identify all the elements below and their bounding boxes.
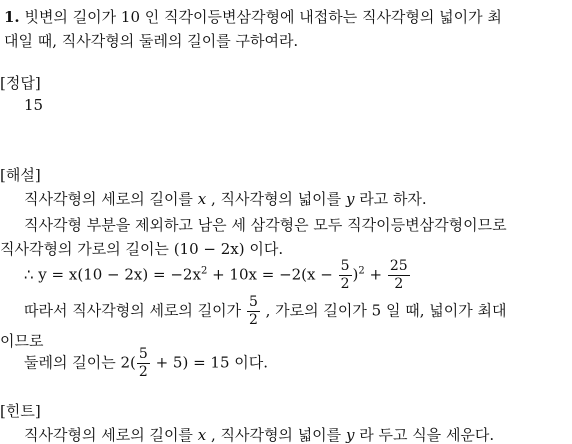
hint-text: 직사각형의 세로의 길이를 <box>24 426 198 444</box>
solution-line-5 <box>24 294 506 329</box>
fraction-numerator: 5 <box>340 258 350 274</box>
fraction <box>247 294 260 329</box>
exponent: 2 <box>200 265 208 277</box>
solution-text: 둘레의 길이는 2( <box>24 353 136 372</box>
solution-line-6: 이므로 <box>0 332 44 350</box>
hint-line <box>24 424 494 444</box>
solution-text: , 직사각형의 넓이를 <box>206 190 346 208</box>
answer-label: [정답] <box>0 74 41 92</box>
fraction-numerator: 5 <box>138 346 148 362</box>
math-var: x <box>197 426 207 444</box>
problem-number: 1. <box>4 8 20 26</box>
exponent: 2 <box>358 265 365 277</box>
fraction-numerator: 25 <box>389 258 408 274</box>
problem-text-1: 빗변의 길이가 10 인 직각이등변삼각형에 내접하는 직사각형의 넓이가 최 <box>24 8 502 26</box>
math-var: y <box>345 190 355 208</box>
problem-line-2: 대일 때, 직사각형의 둘레의 길이를 구하여라. <box>4 32 299 50</box>
hint-text: 라 두고 식을 세운다. <box>354 426 495 444</box>
solution-text: 라고 하자. <box>354 190 427 208</box>
fraction-denominator: 2 <box>340 276 350 292</box>
fraction-numerator: 5 <box>248 294 258 310</box>
math-var: y <box>345 426 355 444</box>
math-var: x <box>197 190 207 208</box>
solution-text: , 가로의 길이가 5 일 때, 넓이가 최대 <box>260 301 507 320</box>
solution-text: + 5) = 15 이다. <box>150 353 269 372</box>
solution-line-7 <box>24 346 268 381</box>
fraction-denominator: 2 <box>138 364 148 380</box>
hint-text: , 직사각형의 넓이를 <box>206 426 346 444</box>
hint-label: [힌트] <box>0 402 41 420</box>
fraction <box>388 258 410 293</box>
fraction-denominator: 2 <box>394 276 404 292</box>
fraction <box>339 258 352 293</box>
answer-value: 15 <box>24 96 44 114</box>
solution-line-2: 직사각형 부분을 제외하고 남은 세 삼각형은 모두 직각이등변삼각형이므로 <box>24 216 507 234</box>
solution-formula <box>24 258 411 293</box>
solution-text: 직사각형의 세로의 길이를 <box>24 190 198 208</box>
solution-line-1 <box>24 188 427 209</box>
solution-line-3: 직사각형의 가로의 길이는 (10 − 2x) 이다. <box>0 240 284 258</box>
problem-line-1 <box>4 6 502 27</box>
formula-part: + 10x = −2(x − <box>207 265 338 284</box>
formula-part: + <box>364 265 387 284</box>
fraction <box>137 346 150 381</box>
solution-text: 따라서 직사각형의 세로의 길이가 <box>24 301 246 320</box>
solution-label: [해설] <box>0 166 41 184</box>
formula-part: ∴ y = x(10 − 2x) = −2x <box>24 265 201 284</box>
fraction-denominator: 2 <box>248 312 258 328</box>
formula-part: ) <box>352 265 359 284</box>
